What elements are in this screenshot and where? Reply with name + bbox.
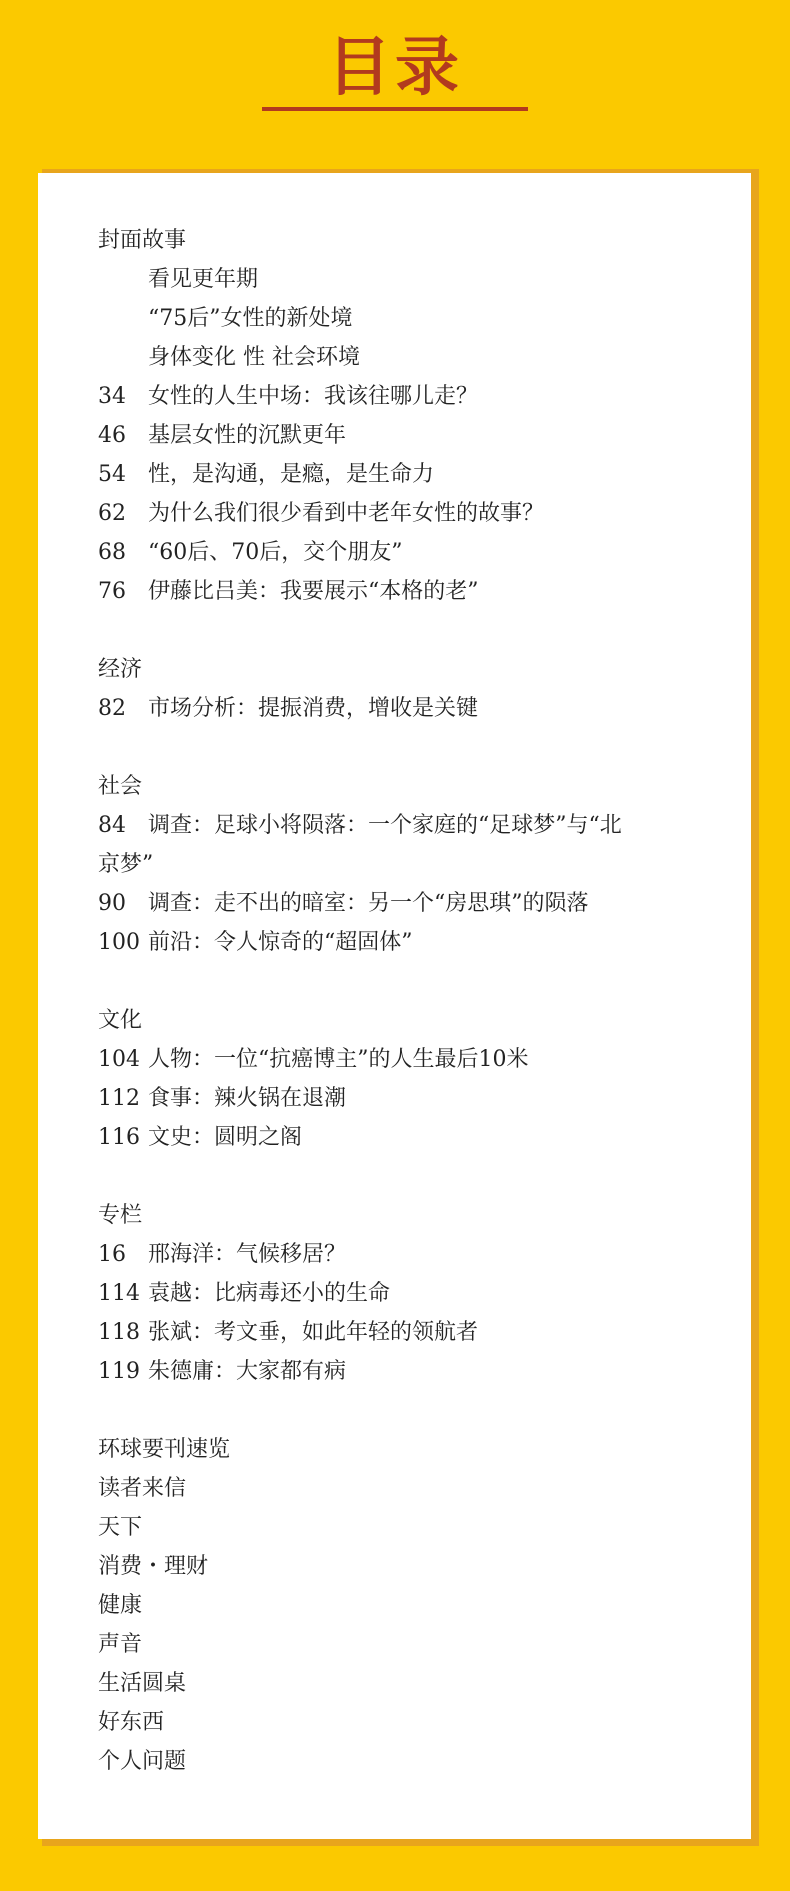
page-number: 62 bbox=[98, 501, 126, 526]
page-number: 46 bbox=[98, 423, 126, 448]
page-number: 118 bbox=[98, 1320, 140, 1345]
page-number: 68 bbox=[98, 540, 126, 565]
toc-entry[interactable] bbox=[98, 1235, 698, 1274]
department-item[interactable]: 消费・理财 bbox=[98, 1554, 209, 1579]
title-underline bbox=[262, 107, 528, 111]
departments-list bbox=[98, 1430, 698, 1781]
page-number: 119 bbox=[98, 1359, 140, 1384]
toc-section bbox=[98, 1001, 698, 1157]
entry-title: 人物：一位“抗癌博主”的人生最后10米 bbox=[148, 1047, 529, 1072]
section-heading: 社会 bbox=[98, 774, 143, 799]
entry-title-continued: 京梦” bbox=[98, 852, 154, 877]
entry-title: “60后、70后，交个朋友” bbox=[148, 540, 403, 565]
entry-title: 伊藤比吕美：我要展示“本格的老” bbox=[148, 579, 479, 604]
page-number: 54 bbox=[98, 462, 126, 487]
toc-entry[interactable] bbox=[98, 1313, 698, 1352]
department-item[interactable]: 好东西 bbox=[98, 1710, 165, 1735]
page-number bbox=[98, 338, 148, 377]
entry-title: 张斌：考文垂，如此年轻的领航者 bbox=[148, 1320, 479, 1345]
department-item[interactable]: 个人问题 bbox=[98, 1749, 187, 1774]
entry-title: 袁越：比病毒还小的生命 bbox=[148, 1281, 391, 1306]
toc-entry[interactable] bbox=[98, 1118, 698, 1157]
entry-title: 身体变化 性 社会环境 bbox=[148, 345, 360, 370]
toc-section bbox=[98, 650, 698, 728]
toc-entry[interactable] bbox=[98, 1040, 698, 1079]
department-item[interactable]: 健康 bbox=[98, 1593, 143, 1618]
page-number: 104 bbox=[98, 1047, 140, 1072]
page-number: 116 bbox=[98, 1125, 140, 1150]
entry-title: 朱德庸：大家都有病 bbox=[148, 1359, 347, 1384]
department-item[interactable]: 生活圆桌 bbox=[98, 1671, 187, 1696]
page-number: 114 bbox=[98, 1281, 140, 1306]
department-item[interactable]: 环球要刊速览 bbox=[98, 1437, 231, 1462]
department-item[interactable]: 声音 bbox=[98, 1632, 143, 1657]
entry-title: 市场分析：提振消费，增收是关键 bbox=[148, 696, 479, 721]
page-number: 82 bbox=[98, 696, 126, 721]
entry-title: 邢海洋：气候移居？ bbox=[148, 1242, 347, 1267]
entry-title: 文史：圆明之阁 bbox=[148, 1125, 303, 1150]
entry-title: 性，是沟通，是瘾，是生命力 bbox=[148, 462, 435, 487]
toc-entry[interactable] bbox=[98, 377, 698, 416]
toc-section bbox=[98, 1196, 698, 1391]
entry-title: 调查：走不出的暗室：另一个“房思琪”的陨落 bbox=[148, 891, 589, 916]
toc-entry[interactable] bbox=[98, 689, 698, 728]
toc-entry[interactable] bbox=[98, 1274, 698, 1313]
entry-title: “75后”女性的新处境 bbox=[148, 306, 353, 331]
department-item[interactable]: 读者来信 bbox=[98, 1476, 187, 1501]
section-heading: 文化 bbox=[98, 1008, 143, 1033]
toc-entry[interactable] bbox=[98, 923, 698, 962]
section-heading: 专栏 bbox=[98, 1203, 143, 1228]
toc-entry[interactable] bbox=[98, 806, 698, 845]
toc-entry[interactable] bbox=[98, 338, 698, 377]
page-number: 84 bbox=[98, 813, 126, 838]
toc-section bbox=[98, 767, 698, 962]
page-number bbox=[98, 260, 148, 299]
section-heading: 经济 bbox=[98, 657, 143, 682]
toc-entry[interactable] bbox=[98, 494, 698, 533]
page-title: 目录 bbox=[327, 31, 463, 105]
toc-entry[interactable] bbox=[98, 533, 698, 572]
toc-entry[interactable] bbox=[98, 416, 698, 455]
toc-entry[interactable] bbox=[98, 260, 698, 299]
page-number: 100 bbox=[98, 930, 140, 955]
entry-title: 调查：足球小将陨落：一个家庭的“足球梦”与“北 bbox=[148, 813, 622, 838]
toc-entry[interactable] bbox=[98, 299, 698, 338]
page-number: 76 bbox=[98, 579, 126, 604]
entry-title: 为什么我们很少看到中老年女性的故事？ bbox=[148, 501, 545, 526]
entry-title: 基层女性的沉默更年 bbox=[148, 423, 347, 448]
entry-title: 食事：辣火锅在退潮 bbox=[148, 1086, 347, 1111]
page-number bbox=[98, 299, 148, 338]
page-number: 90 bbox=[98, 891, 126, 916]
toc-entry[interactable] bbox=[98, 572, 698, 611]
table-of-contents bbox=[98, 221, 698, 1781]
toc-entry[interactable] bbox=[98, 1352, 698, 1391]
entry-title: 看见更年期 bbox=[148, 267, 259, 292]
page-number: 112 bbox=[98, 1086, 140, 1111]
toc-entry[interactable] bbox=[98, 1079, 698, 1118]
toc-entry[interactable] bbox=[98, 884, 698, 923]
entry-title: 前沿：令人惊奇的“超固体” bbox=[148, 930, 413, 955]
toc-card bbox=[38, 173, 751, 1839]
department-item[interactable]: 天下 bbox=[98, 1515, 143, 1540]
toc-section bbox=[98, 221, 698, 611]
page-number: 16 bbox=[98, 1242, 126, 1267]
section-heading: 封面故事 bbox=[98, 228, 187, 253]
toc-entry[interactable] bbox=[98, 455, 698, 494]
page-number: 34 bbox=[98, 384, 126, 409]
entry-title: 女性的人生中场：我该往哪儿走？ bbox=[148, 384, 479, 409]
